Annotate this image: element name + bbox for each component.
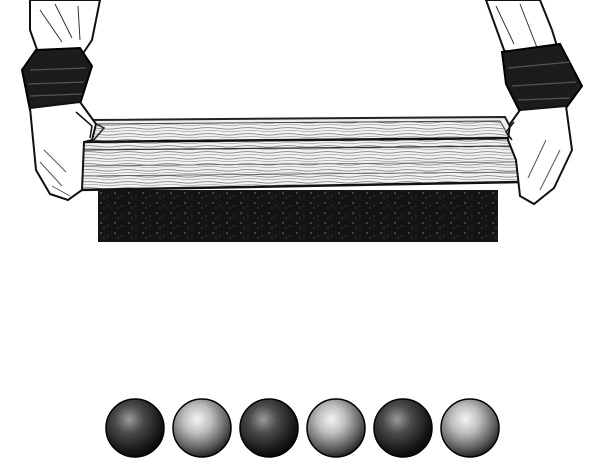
- ball-5: [374, 399, 432, 457]
- right-cuff: [502, 44, 582, 112]
- ball-1: [106, 399, 164, 457]
- ball-4: [307, 399, 365, 457]
- shadow-block: [98, 190, 498, 242]
- ball-6: [441, 399, 499, 457]
- left-cuff: [22, 48, 92, 110]
- ball-3: [240, 399, 298, 457]
- tray: [78, 117, 520, 190]
- ball-2: [173, 399, 231, 457]
- balls-row: [106, 399, 499, 457]
